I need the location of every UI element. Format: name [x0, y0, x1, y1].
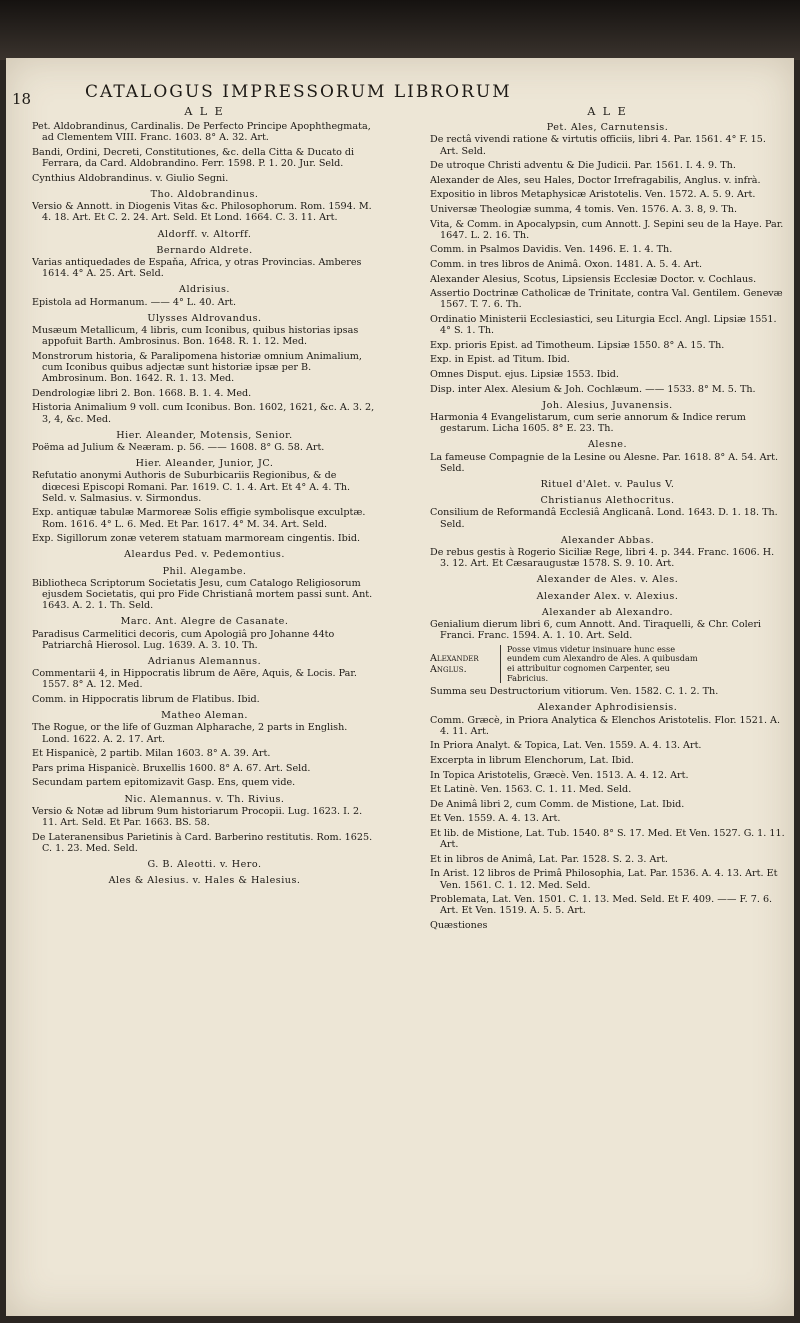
catalog-entry: Problemata, Lat. Ven. 1501. C. 1. 13. Med. Seld. Et F. 409. —— F. 7. 6. Art. Et Ven. 1519. A. 5. 5. Art. — [430, 894, 773, 917]
catalog-entry: Exp. Sigillorum zonæ veterem statuam marmoream cingentis. Ibid. — [32, 533, 361, 545]
bracket-note — [430, 645, 785, 683]
catalog-entry: De utroque Christi adventu & Die Judicii. Par. 1561. I. 4. 9. Th. — [430, 160, 736, 172]
catalog-entry: Exp. in Epist. ad Titum. Ibid. — [430, 354, 570, 366]
catalog-entry: Versio & Notæ ad librum 9um historiarum Procopii. Lug. 1623. I. 2. 11. Art. Seld. Et Par. 1663. BS. 58. — [32, 805, 363, 829]
catalog-entry: Poëma ad Julium & Neæram. p. 56. —— 1608. 8° G. 58. Art. — [32, 442, 325, 454]
catalog-entry: Summa seu Destructorium vitiorum. Ven. 1582. C. 1. 2. Th. — [430, 686, 719, 698]
left-column-heading: A L E — [184, 106, 225, 118]
running-head: CATALOGUS IMPRESSORUM LIBRORUM — [85, 82, 512, 102]
catalog-entry: Comm. Græcè, in Priora Analytica & Elenchos Aristotelis. Flor. 1521. A. 4. 11. Art. — [430, 714, 781, 737]
right-entries — [430, 122, 785, 931]
catalog-entry: Disp. inter Alex. Alesium & Joh. Cochlæum. —— 1533. 8° M. 5. Th. — [430, 383, 756, 395]
catalog-entry: De rectâ vivendi ratione & virtutis officiis, libri 4. Par. 1561. 4° F. 15. Art. Seld. — [430, 134, 766, 157]
catalog-entry: Epistola ad Hormanum. —— 4° L. 40. Art. — [32, 296, 236, 308]
page-number: 18 — [12, 90, 32, 108]
catalog-entry: Bandi, Ordini, Decreti, Constitutiones, &c. della Citta & Ducato di Ferrara, da Card. Aldobrandino. Ferr. 1598. P. 1. 20. Jur. Seld. — [32, 147, 355, 170]
author-heading: Alexander Aphrodisiensis. — [537, 702, 678, 714]
catalog-entry: Historia Animalium 9 voll. cum Iconibus. Bon. 1602, 1621, &c. A. 3. 2, 3, 4, &c. Med. — [32, 402, 375, 425]
author-heading: Alexander de Ales. v. Ales. — [536, 574, 679, 586]
author-heading: Tho. Aldobrandinus. — [150, 189, 259, 200]
bracket-label: Alexander Anglus. — [430, 652, 479, 675]
catalog-entry: De Lateranensibus Parietinis à Card. Barberino restitutis. Rom. 1625. C. 1. 23. Med. Seld. — [32, 831, 373, 854]
catalog-entry: Et Ven. 1559. A. 4. 13. Art. — [430, 813, 561, 825]
catalog-entry: Universæ Theologiæ summa, 4 tomis. Ven. 1576. A. 3. 8, 9. Th. — [430, 203, 738, 215]
catalog-entry: Comm. in Psalmos Davidis. Ven. 1496. E. 1. 4. Th. — [430, 244, 673, 256]
catalog-entry: Paradisus Carmelitici decoris, cum Apologiâ pro Johanne 44to Patriarchâ Hierosol. Lug. 1639. A. 3. 10. Th. — [32, 628, 335, 651]
catalog-entry: Pet. Aldobrandinus, Cardinalis. De Perfecto Principe Apophthegmata, ad Clementem VIII. Franc. 1603. 8° A. 32. Art. — [32, 121, 371, 144]
author-heading: Rituel d'Alet. v. Paulus V. — [540, 478, 675, 490]
catalog-entry: Quæstiones — [430, 919, 488, 931]
author-heading: Joh. Alesius, Juvanensis. — [542, 399, 673, 411]
catalog-entry: Et in libros de Animâ, Lat. Par. 1528. S. 2. 3. Art. — [430, 853, 668, 865]
left-entries — [32, 121, 377, 886]
catalog-entry: Excerpta in librum Elenchorum, Lat. Ibid. — [430, 754, 634, 766]
catalog-entry: The Rogue, or the life of Guzman Alpharache, 2 parts in English. Lond. 1622. A. 2. 17. Art. — [32, 722, 348, 745]
catalog-entry: Et Latinè. Ven. 1563. C. 1. 11. Med. Seld. — [430, 784, 632, 796]
catalog-entry: Pars prima Hispanicè. Bruxellis 1600. 8° A. 67. Art. Seld. — [32, 762, 311, 774]
catalog-entry: La fameuse Compagnie de la Lesine ou Alesne. Par. 1618. 8° A. 54. Art. Seld. — [430, 451, 779, 474]
catalog-entry: Commentarii 4, in Hippocratis librum de Aëre, Aquis, & Locis. Par. 1557. 8° A. 12. Med. — [32, 668, 357, 691]
catalog-entry: In Topica Aristotelis, Græcè. Ven. 1513. A. 4. 12. Art. — [430, 769, 689, 781]
author-heading: Ulysses Aldrovandus. — [147, 312, 262, 324]
author-heading: Hier. Aleander, Motensis, Senior. — [116, 429, 293, 441]
catalog-entry: Consilium de Reformandâ Ecclesiâ Anglicanâ. Lond. 1643. D. 1. 18. Th. Seld. — [430, 507, 778, 530]
catalog-entry: In Arist. 12 libros de Primâ Philosophia, Lat. Par. 1536. A. 4. 13. Art. Et Ven. 1561. C. 1. 12. Med. Seld. — [430, 868, 778, 891]
catalog-entry: Assertio Doctrinæ Catholicæ de Trinitate, contra Val. Gentilem. Genevæ 1567. T. 7. 6. Th. — [430, 288, 783, 311]
catalog-entry: Alexander de Ales, seu Hales, Doctor Irrefragabilis, Anglus. v. infrà. — [430, 174, 761, 186]
author-heading: Bernardo Aldrete. — [156, 244, 253, 256]
catalog-entry: Monstrorum historia, & Paralipomena historiæ omnium Animalium, cum Iconibus quibus adjectæ sunt historiæ ipsæ per B. Ambrosinum. Bon. 1642. R. 1. 13. Med. — [32, 350, 362, 385]
catalog-entry: De rebus gestis à Rogerio Siciliæ Rege, libri 4. p. 344. Franc. 1606. H. 3. 12. Art. Et Cæsaraugustæ 1578. S. 9. 10. Art. — [430, 546, 775, 570]
catalog-entry: Musæum Metallicum, 4 libris, cum Iconibus, quibus historias ipsas appofuit Barth. Ambrosinus. Bon. 1648. R. 1. 12. Med. — [32, 325, 359, 348]
catalog-entry: Dendrologiæ libri 2. Bon. 1668. B. 1. 4. Med. — [32, 387, 252, 399]
catalog-entry: Expositio in libros Metaphysicæ Aristotelis. Ven. 1572. A. 5. 9. Art. — [430, 189, 756, 201]
catalog-entry: Et Hispanicè, 2 partib. Milan 1603. 8° A. 39. Art. — [32, 748, 271, 760]
author-heading: Marc. Ant. Alegre de Casanate. — [120, 616, 289, 628]
right-column-heading: A L E — [587, 106, 628, 118]
catalog-entry: De Animâ libri 2, cum Comm. de Mistione, Lat. Ibid. — [430, 798, 685, 810]
author-heading: Alexander ab Alexandro. — [541, 606, 674, 618]
bracket-text: Posse vimus videtur insinuare hunc esse eundem cum Alexandro de Ales. A quibusdam ei attribuitur cognomen Carpenter, seu Fabricius. — [500, 645, 707, 683]
author-heading: Ales & Alesius. v. Hales & Halesius. — [108, 875, 301, 887]
catalog-entry: In Priora Analyt. & Topica, Lat. Ven. 1559. A. 4. 13. Art. — [430, 740, 702, 752]
catalog-entry: Vita, & Comm. in Apocalypsin, cum Annott. J. Sepini seu de la Haye. Par. 1647. L. 2. 16. Th. — [430, 218, 784, 241]
catalog-entry: Harmonia 4 Evangelistarum, cum serie annorum & Indice rerum gestarum. Licha 1605. 8° E. 23. Th. — [430, 411, 746, 435]
catalog-entry: Omnes Disput. ejus. Lipsiæ 1553. Ibid. — [430, 368, 619, 380]
catalog-entry: Comm. in tres libros de Animâ. Oxon. 1481. A. 5. 4. Art. — [430, 258, 703, 270]
catalog-entry: Alexander Alesius, Scotus, Lipsiensis Ecclesiæ Doctor. v. Cochlaus. — [430, 273, 757, 285]
catalog-entry: Bibliotheca Scriptorum Societatis Jesu, cum Catalogo Religiosorum ejusdem Societatis, qui pro Fide Christianâ mortem passi sunt. Ant. 1643. A. 2. 1. Th. Seld. — [32, 577, 373, 612]
catalog-entry: Refutatio anonymi Authoris de Suburbicariis Regionibus, & de diœcesi Episcopi Romani. Par. 1619. C. 1. 4. Art. Et 4° A. 4. Th. Seld. v. Salmasius. v. Sirmondus. — [32, 470, 351, 504]
catalog-entry: Ordinatio Ministerii Ecclesiastici, seu Liturgia Eccl. Angl. Lipsiæ 1551. 4° S. 1. Th. — [430, 313, 777, 337]
catalog-entry: Genialium dierum libri 6, cum Annott. And. Tiraquelli, & Chr. Coleri Franci. Franc. 1594. A. 1. 10. Art. Seld. — [430, 618, 762, 642]
author-heading: Phil. Alegambe. — [162, 565, 247, 577]
author-heading: Alexander Alex. v. Alexius. — [536, 590, 679, 602]
catalog-entry: Varias antiquedades de Espaňa, Africa, y otras Provincias. Amberes 1614. 4° A. 25. Art. Seld. — [32, 257, 362, 280]
scan-background — [0, 0, 800, 60]
author-heading: Aleardus Ped. v. Pedemontius. — [124, 549, 285, 561]
left-column — [32, 106, 377, 1256]
author-heading: Adrianus Alemannus. — [147, 656, 262, 668]
author-heading: Nic. Alemannus. v. Th. Rivius. — [124, 793, 285, 805]
catalog-entry: Cynthius Aldobrandinus. v. Giulio Segni. — [32, 172, 229, 184]
catalog-entry: Secundam partem epitomizavit Gasp. Ens, quem vide. — [32, 777, 296, 789]
author-heading: G. B. Aleotti. v. Hero. — [147, 859, 262, 871]
author-heading: Alesne. — [587, 439, 627, 451]
author-heading: Alexander Abbas. — [560, 534, 655, 546]
author-heading: Pet. Ales, Carnutensis. — [546, 122, 669, 134]
catalog-entry: Exp. prioris Epist. ad Timotheum. Lipsiæ 1550. 8° A. 15. Th. — [430, 339, 725, 351]
author-heading: Aldrisius. — [179, 284, 230, 296]
author-heading: Aldorff. v. Altorff. — [157, 228, 252, 240]
right-column — [430, 106, 785, 1256]
catalog-entry: Comm. in Hippocratis librum de Flatibus. Ibid. — [32, 694, 260, 706]
author-heading: Hier. Aleander, Junior, JC. — [135, 458, 274, 470]
catalog-entry: Exp. antiquæ tabulæ Marmoreæ Solis effigie symbolisque exculptæ. Rom. 1616. 4° L. 6. Med. Et Par. 1617. 4° M. 34. Art. Seld. — [32, 507, 366, 530]
author-heading: Christianus Alethocritus. — [540, 495, 675, 507]
author-heading: Matheo Aleman. — [161, 710, 248, 722]
catalog-entry: Versio & Annott. in Diogenis Vitas &c. Philosophorum. Rom. 1594. M. 4. 18. Art. Et C. 2. 24. Art. Seld. Et Lond. 1664. C. 3. 11. Art. — [32, 201, 372, 224]
catalog-entry: Et lib. de Mistione, Lat. Tub. 1540. 8° S. 17. Med. Et Ven. 1527. G. 1. 11. Art. — [430, 827, 785, 851]
